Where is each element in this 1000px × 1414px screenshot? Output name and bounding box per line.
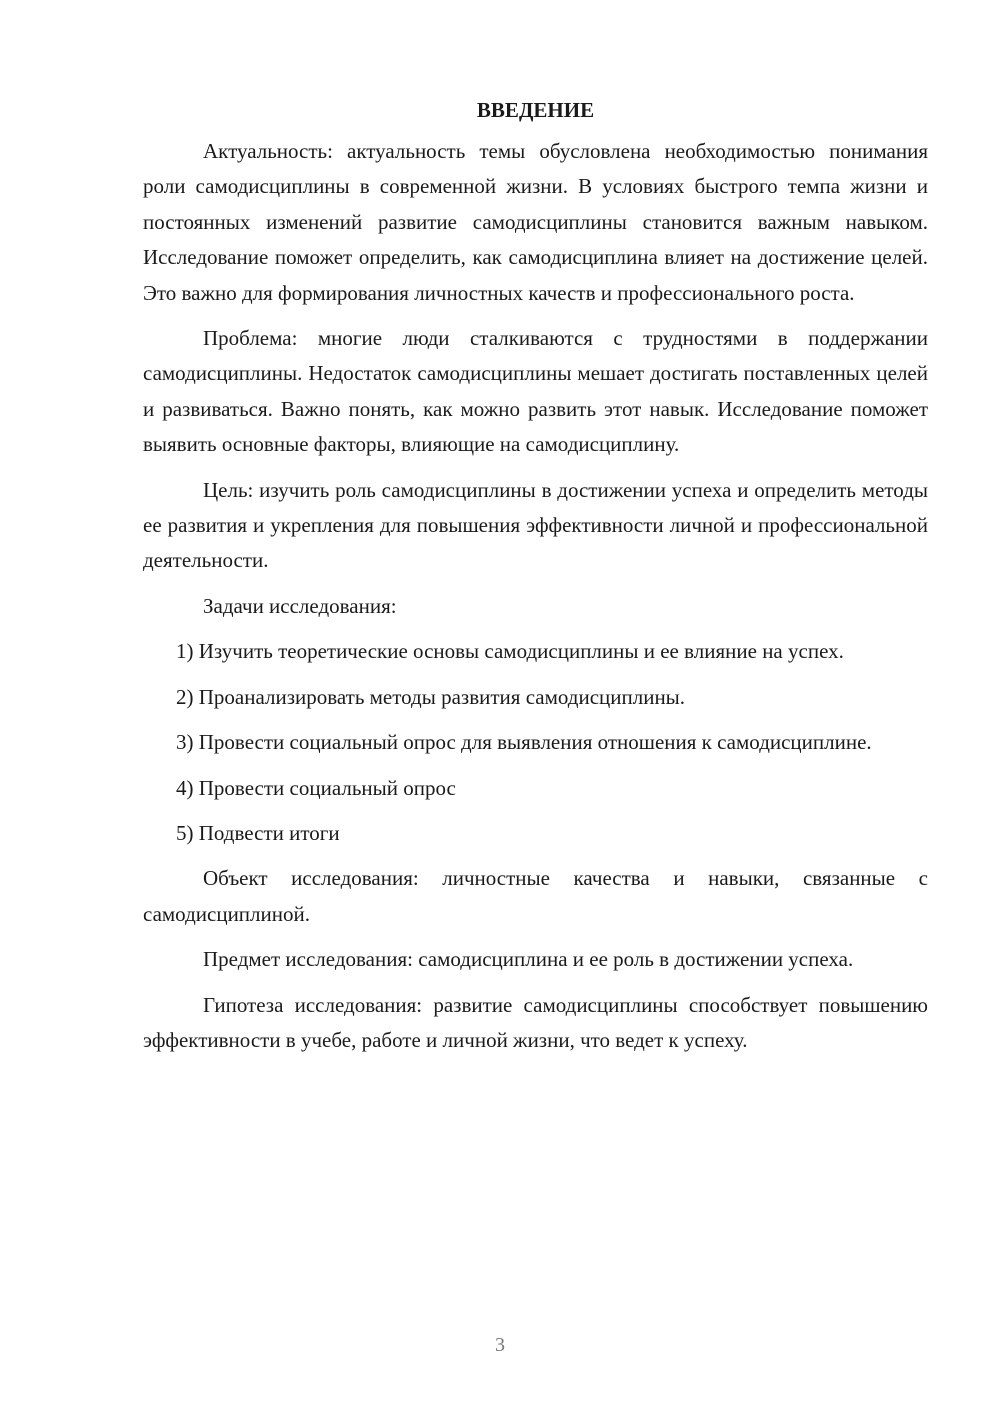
page-number: 3 <box>495 1334 505 1356</box>
tasks-heading: Задачи исследования: <box>203 593 397 618</box>
page-title: ВВЕДЕНИЕ <box>476 98 595 122</box>
hypothesis-paragraph: Гипотеза исследования: развитие самодисциплины способствует повышению эффективности в учебе, работе и личной жизни, что ведет к успеху. <box>143 992 928 1052</box>
problem-paragraph: Проблема: многие люди сталкиваются с трудностями в поддержании самодисциплины. Недостаток самодисциплины мешает достигать поставленных целей и развиваться. Важно понять, как можно развить этот навык. Исследование поможет выявить основные факторы, влияющие на самодисциплину. <box>143 326 928 457</box>
task-item: 1) Изучить теоретические основы самодисциплины и ее влияние на успех. <box>176 639 844 664</box>
task-item: 5) Подвести итоги <box>176 820 340 845</box>
task-item: 3) Провести социальный опрос для выявления отношения к самодисциплине. <box>176 730 872 755</box>
object-paragraph: Объект исследования: личностные качества и навыки, связанные с самодисциплиной. <box>143 866 928 926</box>
task-item: 2) Проанализировать методы развития самодисциплины. <box>176 684 686 709</box>
goal-paragraph: Цель: изучить роль самодисциплины в достижении успеха и определить методы ее развития и укрепления для повышения эффективности личной и профессиональной деятельности. <box>143 477 928 573</box>
task-item: 4) Провести социальный опрос <box>176 775 456 800</box>
document-page <box>143 92 928 1068</box>
relevance-paragraph: Актуальность: актуальность темы обусловлена необходимостью понимания роли самодисциплины в современной жизни. В условиях быстрого темпа жизни и постоянных изменений развитие самодисциплины становится важным навыком. Исследование поможет определить, как самодисциплина влияет на достижение целей. Это важно для формирования личностных качеств и профессионального роста. <box>143 139 928 305</box>
tasks-list <box>143 634 928 851</box>
subject-paragraph: Предмет исследования: самодисциплина и ее роль в достижении успеха. <box>203 947 854 972</box>
